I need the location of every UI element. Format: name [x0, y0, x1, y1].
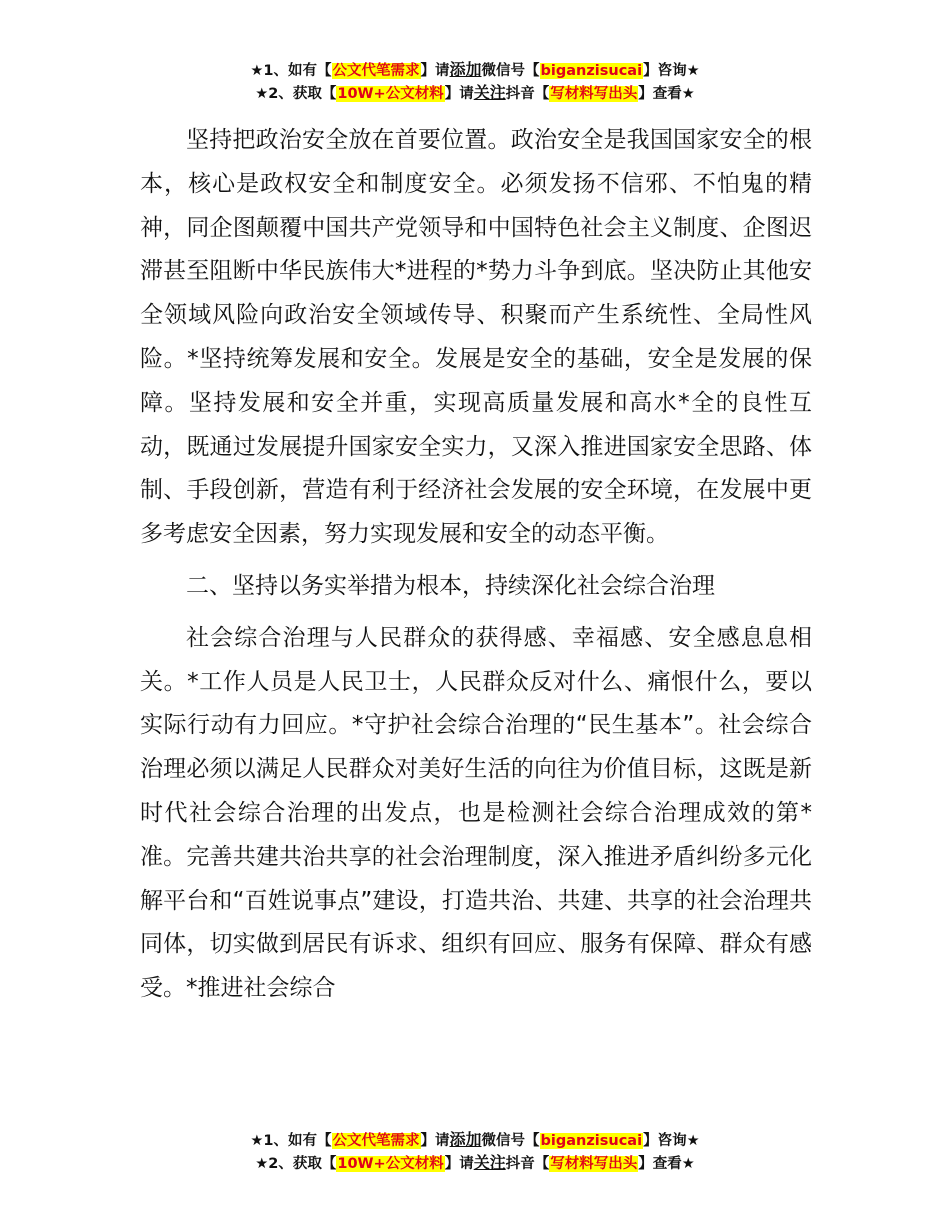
banner-text: ★1、如有【	[250, 63, 332, 79]
footer-banner	[0, 1129, 950, 1175]
banner-text: 抖音【	[505, 1156, 550, 1172]
highlight-wechat-id: biganzisucai	[540, 63, 643, 79]
document-body	[140, 119, 812, 1019]
underlined-text: 添加	[449, 1130, 482, 1149]
underlined-text: 关注	[473, 83, 506, 102]
highlight-douyin-id: 写材料写出头	[550, 1156, 638, 1172]
underlined-text: 添加	[449, 60, 482, 79]
paragraph-political-security: 坚持把政治安全放在首要位置。政治安全是我国国家安全的根本，核心是政权安全和制度安全。必须发扬不信邪、不怕鬼的精神，同企图颠覆中国共产党领导和中国特色社会主义制度、企图迟滞甚至阻断中华民族伟大*进程的*势力斗争到底。坚决防止其他安全领域风险向政治安全领域传导、积聚而产生系统性、全局性风险。*坚持统筹发展和安全。发展是安全的基础，安全是发展的保障。坚持发展和安全并重，实现高质量发展和高水*全的良性互动，既通过发展提升国家安全实力，又深入推进国家安全思路、体制、手段创新，营造有利于经济社会发展的安全环境，在发展中更多考虑安全因素，努力实现发展和安全的动态平衡。	[140, 127, 812, 548]
banner-line-1	[0, 59, 950, 82]
banner-text: 】请	[444, 1156, 474, 1172]
highlight-materials: 10W+公文材料	[337, 86, 444, 102]
banner-text: ★2、获取【	[255, 1156, 337, 1172]
banner-text: 】查看★	[638, 1156, 695, 1172]
section-heading: 二、坚持以务实举措为根本，持续深化社会综合治理	[186, 572, 715, 599]
header-banner	[0, 59, 950, 105]
highlight-ghostwriting: 公文代笔需求	[332, 63, 420, 79]
paragraph-social-governance: 社会综合治理与人民群众的获得感、幸福感、安全感息息相关。*工作人员是人民卫士，人民群众反对什么、痛恨什么，要以实际行动有力回应。*守护社会综合治理的“民生基本”。社会综合治理必须以满足人民群众对美好生活的向往为价值目标，这既是新时代社会综合治理的出发点，也是检测社会综合治理成效的第*准。完善共建共治共享的社会治理制度，深入推进矛盾纠纷多元化解平台和“百姓说事点”建设，打造共治、共建、共享的社会治理共同体，切实做到居民有诉求、组织有回应、服务有保障、群众有感受。*推进社会综合	[140, 624, 812, 1002]
underlined-text: 关注	[473, 1153, 506, 1172]
banner-line-1	[0, 1129, 950, 1152]
banner-text: 】请	[420, 63, 450, 79]
highlight-wechat-id: biganzisucai	[540, 1133, 643, 1149]
banner-text: 】查看★	[638, 86, 695, 102]
highlight-ghostwriting: 公文代笔需求	[332, 1133, 420, 1149]
banner-text: 】请	[420, 1133, 450, 1149]
highlight-douyin-id: 写材料写出头	[550, 86, 638, 102]
banner-line-2	[0, 82, 950, 105]
banner-line-2	[0, 1152, 950, 1175]
banner-text: 】咨询★	[643, 63, 700, 79]
banner-text: 】咨询★	[643, 1133, 700, 1149]
banner-text: ★1、如有【	[250, 1133, 332, 1149]
banner-text: 抖音【	[505, 86, 550, 102]
highlight-materials: 10W+公文材料	[337, 1156, 444, 1172]
banner-text: 微信号【	[481, 1133, 540, 1149]
banner-text: 微信号【	[481, 63, 540, 79]
banner-text: ★2、获取【	[255, 86, 337, 102]
banner-text: 】请	[444, 86, 474, 102]
